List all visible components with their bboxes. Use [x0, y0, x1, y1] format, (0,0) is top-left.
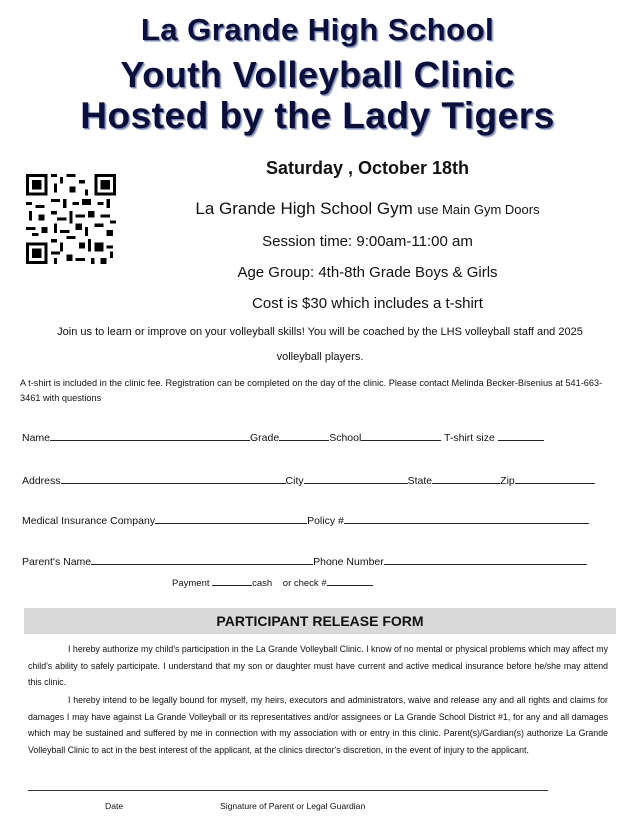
insurance-label: Medical Insurance Company	[22, 515, 156, 527]
cash-field[interactable]	[212, 575, 252, 586]
signature-label: Signature of Parent or Legal Guardian	[220, 801, 366, 811]
insurance-field[interactable]	[155, 513, 307, 524]
release-text-2: I hereby intend to be legally bound for myself, my heirs, executors and administrators, waive and release any and all rights and claims for damages I may have against La Grande Volleyball or its representatives and/or assignees or La Grande School District #1, for any and all damages which may be sustained and suffered by me in connection with my association with or entry in this clinic. Parent(s)/Gardian(s) authorize La Grande Volleyball Clinic to act in the best interest of the applicant, at the clinics director's discretion, in the event of injury to the applicant.	[28, 695, 608, 755]
release-paragraph-1	[28, 641, 608, 691]
tshirt-label: T-shirt size	[444, 432, 495, 444]
signature-line[interactable]	[28, 790, 548, 791]
check-field[interactable]	[327, 575, 373, 586]
title-school: La Grande High School	[140, 12, 495, 47]
title-hosted: Hosted by the Lady Tigers	[80, 95, 555, 136]
state-field[interactable]	[432, 473, 500, 484]
state-label: State	[407, 475, 433, 487]
contact-info: A t-shirt is included in the clinic fee. Registration can be completed on the day of the clinic. Please contact Melinda Becker-Bisenius at 541-663-3461 with questions	[20, 378, 603, 403]
intro-line-2: volleyball players.	[276, 351, 364, 363]
location-note: use Main Gym Doors	[417, 202, 540, 217]
release-paragraph-2	[28, 692, 608, 758]
intro-line-1: Join us to learn or improve on your volleyball skills! You will be coached by the LHS volleyball staff and 2025	[57, 326, 583, 338]
date-label: Date	[105, 801, 124, 811]
zip-field[interactable]	[515, 473, 595, 484]
parent-label: Parent's Name	[22, 556, 92, 568]
name-field[interactable]	[50, 430, 250, 441]
cash-label: cash	[252, 578, 273, 589]
release-text-1: I hereby authorize my child's participation in the La Grande Volleyball Clinic. I know of no mental or physical problems which may affect my child's ability to safely participate. I understand that my son or daughter must have current and active medical insurance before he/she may attend this clinic.	[28, 644, 608, 687]
form-row-parent	[22, 554, 587, 568]
cost-info: Cost is $30 which includes a t-shirt	[252, 295, 483, 312]
session-time: Session time: 9:00am-11:00 am	[262, 233, 473, 250]
age-group: Age Group: 4th-8th Grade Boys & Girls	[237, 264, 498, 281]
payment-label: Payment	[172, 578, 210, 589]
address-field[interactable]	[61, 473, 286, 484]
phone-field[interactable]	[384, 554, 587, 565]
policy-label: Policy #	[307, 515, 344, 527]
form-row-insurance	[22, 513, 589, 527]
form-row-student	[22, 430, 544, 444]
name-label: Name	[22, 432, 51, 444]
phone-label: Phone Number	[313, 556, 384, 568]
city-label: City	[285, 475, 304, 487]
zip-label: Zip	[500, 475, 515, 487]
grade-label: Grade	[250, 432, 280, 444]
qr-code-icon[interactable]	[26, 174, 116, 264]
event-date: Saturday , October 18th	[265, 158, 470, 178]
school-field[interactable]	[361, 430, 441, 441]
school-label: School	[329, 432, 362, 444]
event-location	[130, 199, 605, 219]
title-clinic: Youth Volleyball Clinic	[120, 54, 515, 95]
location-name: La Grande High School Gym	[195, 199, 413, 218]
payment-row	[172, 575, 373, 589]
form-row-address	[22, 473, 595, 487]
policy-field[interactable]	[344, 513, 589, 524]
tshirt-field[interactable]	[498, 430, 544, 441]
city-field[interactable]	[304, 473, 408, 484]
parent-field[interactable]	[91, 554, 313, 565]
address-label: Address	[22, 475, 61, 487]
release-form-title: PARTICIPANT RELEASE FORM	[24, 608, 616, 634]
check-label: or check #	[282, 578, 327, 589]
grade-field[interactable]	[279, 430, 329, 441]
